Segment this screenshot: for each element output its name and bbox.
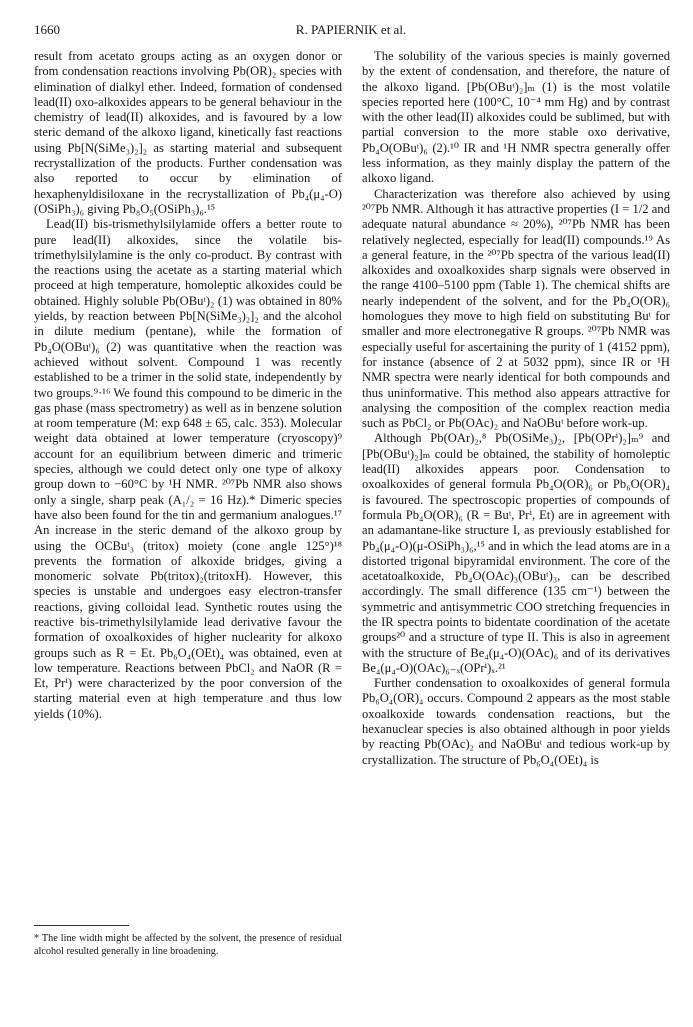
page-number: 1660 [34, 22, 60, 37]
paragraph: Lead(II) bis-trismethylsilylamide offers a better route to pure lead(II) alkoxides, since the volatile bis-trimethylsilylamine is the only co-product. By contrast with the reactions using the acetate as a starting material which proceed at high temperature, homoleptic alkoxides could be obtained. Highly soluble Pb(OBuᵗ)₂ (1) was obtained in 80% yields, by reaction between Pb[N(SiMe₃)₂]₂ and the alcohol in dilute medium (pentane), while the formation of Pb₄O(OBuᵗ)₆ (2) was quantitative when the reaction was achieved without solvent. Compound 1 was recently established to be a trimer in the solid state, independently by two groups.⁹·¹⁶ We found this compound to be dimeric in the gas phase (mass spectrometry) as well as in benzene solution at room temperature (M: exp 648 ± 65, calc. 353). Molecular weight data obtained at lower temperature (cryoscopy)⁹ account for an equilibrium between dimeric and trimeric species, although we could detect only one type of alkoxy group down to −60°C by ¹H NMR. ²⁰⁷Pb NMR also shows only a single, sharp peak (A₁/₂ = 16 Hz).* Dimeric species have also been found for the tin and germanium analogues.¹⁷ An increase in the steric demand of the alkoxo group by using the OCBuᵗ₃ (tritox) moiety (cone angle 125°)¹⁸ prevents the formation of alkoxide bridges, giving a monomeric solvate Pb(tritox)₂(tritoxH). However, this species is unstable and undergoes easy electron-transfer reactions, giving colloidal lead. Synthetic routes using the reactive bis-trimethylsilylamide lead derivative favour the formation of oxoalkoxides of higher nuclearity for alkoxo groups such as R = Et. Pb₆O₄(OEt)₄ was obtained, even at low temperature. Reactions between PbCl₂ and NaOR (R = Et, Prⁱ) were characterized by the poor conversion of the starting material even at high temperature and thus low yields (10%). [34, 217, 342, 721]
paragraph: The solubility of the various species is mainly governed by the extent of condensation, and therefore, the nature of the alkoxo ligand. [Pb(OBuᵗ)₂]ₘ (1) is the most volatile species reported here (100°C, 10⁻⁴ mm Hg) and by contrast with the other lead(II) alkoxides could be sublimed, but with partial conversion to the more stable oxo derivative, Pb₄O(OBuᵗ)₆ (2).¹⁰ IR and ¹H NMR spectra generally offer less information, as they mainly display the pattern of the alkoxo ligand. [362, 49, 670, 186]
running-header [34, 22, 668, 42]
left-column [34, 49, 342, 722]
paragraph: Further condensation to oxoalkoxides of general formula Pb₆O₄(OR)₄ occurs. Compound 2 appears as the most stable oxoalkoxide towards condensation reactions, but the hexanuclear species is also obtained although in poor yields by reacting Pb(OAc)₂ and NaOBuᵗ and tedious work-up by crystallization. The structure of Pb₆O₄(OEt)₄ is [362, 676, 670, 767]
footnote-divider [34, 925, 129, 926]
footnote: * The line width might be affected by the solvent, the presence of residual alcohol resulted generally in line broadening. [34, 933, 342, 957]
right-column [362, 49, 670, 768]
running-head-authors: R. PAPIERNIK et al. [295, 22, 407, 37]
paragraph: Characterization was therefore also achieved by using ²⁰⁷Pb NMR. Although it has attractive properties (I = 1/2 and adequate natural abundance ≈ 20%), ²⁰⁷Pb NMR has been relatively neglected, especially for lead(II) compounds.¹⁹ As a general feature, in the ²⁰⁷Pb spectra of the various lead(II) alkoxides and oxoalkoxides sharp signals were observed in the range 4100–5100 ppm (Table 1). The chemical shifts are nearly independent of the solvent, and for the Pb₄O(OR)₆ homologues they move to high field on substituting Buᵗ for smaller and more electronegative R groups. ²⁰⁷Pb NMR was especially useful for ascertaining the purity of 1 (4152 ppm), for instance (absence of 2 at 5032 ppm), since IR or ¹H NMR spectra were nearly identical for both compounds and thus uninformative. This method also appears attractive for analysing the composition of the complex reaction media such as PbCl₂ or Pb(OAc)₂ and NaOBuᵗ before work-up. [362, 186, 670, 431]
paragraph: result from acetato groups acting as an oxygen donor or from condensation reactions involving Pb(OR)₂ species with elimination of dialkyl ether. Indeed, formation of condensed lead(II) oxo-alkoxides appears to be general behaviour in the chemistry of lead(II) alkoxides, and is favoured by a low steric demand of the alkoxo ligand, kinetically fast reactions using Pb[N(SiMe₃)₂]₂ as starting material and subsequent recrystallization of the products. Further condensation was also reported to occur by elimination of hexaphenyldisiloxane in the recrystallization of Pb₄(μ₄-O)(OSiPh₃)₆ giving Pb₈O₅(OSiPh₃)₆.¹⁵ [34, 49, 342, 216]
paragraph: Although Pb(OAr)₂,⁸ Pb(OSiMe₃)₂, [Pb(OPrⁱ)₂]ₘ⁹ and [Pb(OBuᵗ)₂]ₘ could be obtained, the stability of homoleptic lead(II) alkoxides appears poor. Condensation to oxoalkoxides of general formula Pb₄O(OR)₆ or Pb₆O(OR)₄ is favoured. The spectroscopic properties of compounds of formula Pb₄O(OR)₆ (R = Buᵗ, Prⁱ, Et) are in agreement with an adamantane-like structure I, as previously established for Pb₄(μ₄-O)(μ-OSiPh₃)₆,¹⁵ and in which the lead atoms are in a distorted trigonal bipyramidal environment. The core of the acetatoalkoxide, Pb₄O(OAc)₃(OBuᵗ)₃, can be described accordingly. The small difference (135 cm⁻¹) between the symmetric and antisymmetric COO stretching frequencies in the IR spectra points to bidentate coordination of the acetate groups²⁰ and a structure of type II. This is also in agreement with the structure of Be₄(μ₄-O)(OAc)₆ and of its derivatives Be₄(μ₄-O)(OAc)₆₋ₓ(OPrⁱ)ₓ.²¹ [362, 431, 670, 675]
